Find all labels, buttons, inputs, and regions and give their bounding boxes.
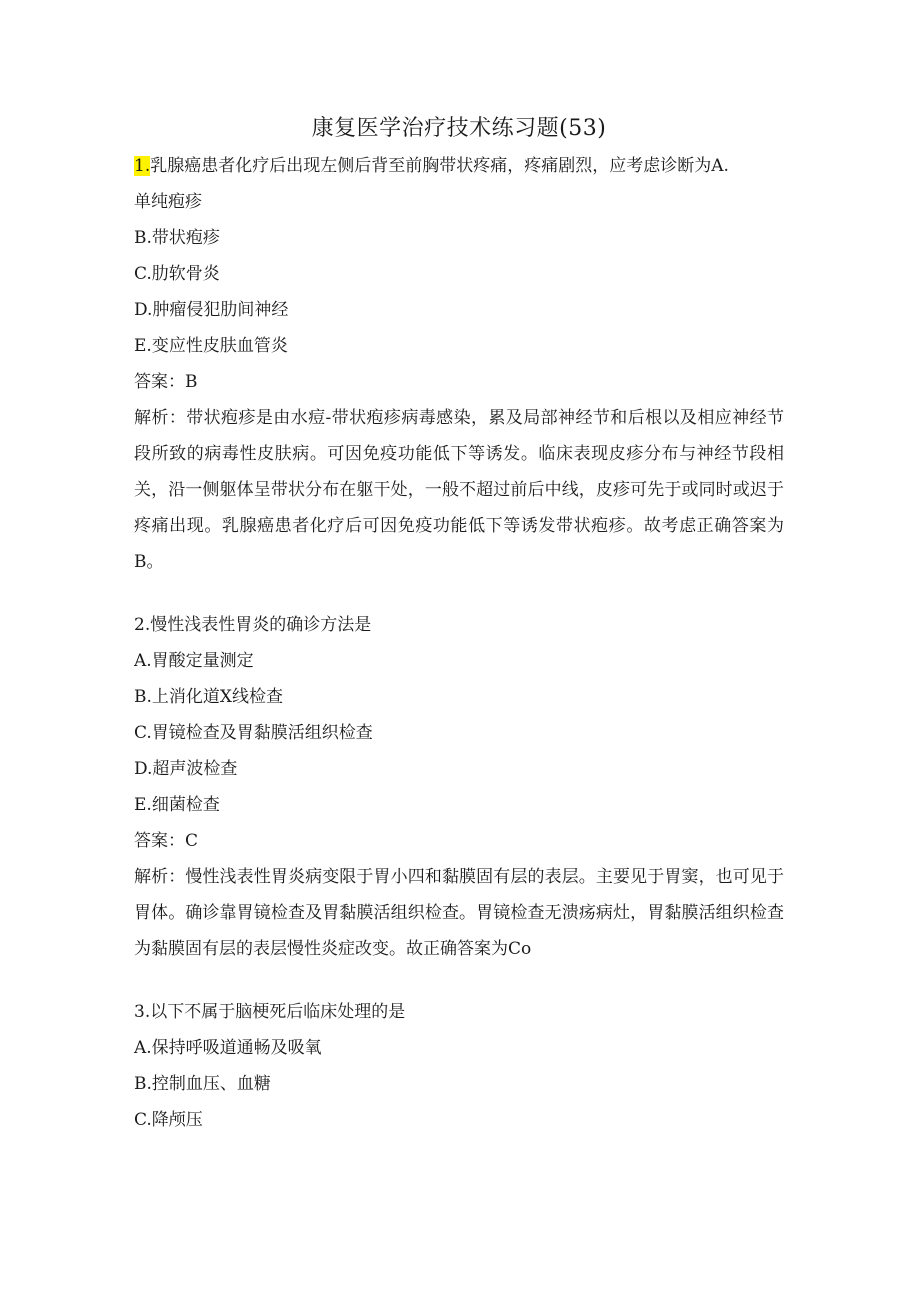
question-2-analysis: 解析：慢性浅表性胃炎病变限于胃小四和黏膜固有层的表层。主要见于胃窦，也可见于胃体。确诊靠胃镜检查及胃黏膜活组织检查。胃镜检查无溃疡病灶，胃黏膜活组织检查为黏膜固有层的表层慢性炎症改变。故正确答案为Co xyxy=(134,867,784,959)
question-1-stem-text: 乳腺癌患者化疗后出现左侧后背至前胸带状疼痛，疼痛剧烈，应考虑诊断为A. xyxy=(150,156,729,176)
question-3-option-a: A.保持呼吸道通畅及吸氧 xyxy=(134,1038,322,1058)
question-2 xyxy=(134,607,784,967)
document-title: 康复医学治疗技术练习题(53) xyxy=(311,116,607,141)
question-1-option-a: 单纯疱疹 xyxy=(134,192,202,212)
spacer xyxy=(134,967,784,994)
question-2-option-d: D.超声波检查 xyxy=(134,759,238,779)
question-2-option-e: E.细菌检查 xyxy=(134,795,220,815)
question-2-option-b: B.上消化道X线检查 xyxy=(134,687,283,707)
question-3 xyxy=(134,994,784,1138)
question-2-option-a: A.胃酸定量测定 xyxy=(134,651,254,671)
question-1-analysis: 解析：带状疱疹是由水痘-带状疱疹病毒感染，累及局部神经节和后根以及相应神经节段所致的病毒性皮肤病。可因免疫功能低下等诱发。临床表现皮疹分布与神经节段相关，沿一侧躯体呈带状分布在躯干处，一般不超过前后中线，皮疹可先于或同时或迟于疼痛出现。乳腺癌患者化疗后可因免疫功能低下等诱发带状疱疹。故考虑正确答案为B。 xyxy=(134,408,784,572)
question-1-option-b: B.带状疱疹 xyxy=(134,228,220,248)
question-1-option-c: C.肋软骨炎 xyxy=(134,264,220,284)
question-3-option-c: C.降颅压 xyxy=(134,1110,203,1130)
question-1-number-highlight: 1. xyxy=(134,156,151,176)
question-2-stem: 2.慢性浅表性胃炎的确诊方法是 xyxy=(134,615,372,635)
question-1-option-e: E.变应性皮肤血管炎 xyxy=(134,336,288,356)
question-1-answer: 答案：B xyxy=(134,372,198,392)
question-3-stem: 3.以下不属于脑梗死后临床处理的是 xyxy=(134,1002,406,1022)
question-2-answer: 答案：C xyxy=(134,831,199,851)
spacer xyxy=(134,580,784,607)
question-1 xyxy=(134,148,784,580)
question-2-option-c: C.胃镜检查及胃黏膜活组织检查 xyxy=(134,723,373,743)
question-3-option-b: B.控制血压、血糖 xyxy=(134,1074,271,1094)
question-1-option-d: D.肿瘤侵犯肋间神经 xyxy=(134,300,289,320)
question-1-stem xyxy=(134,148,784,184)
